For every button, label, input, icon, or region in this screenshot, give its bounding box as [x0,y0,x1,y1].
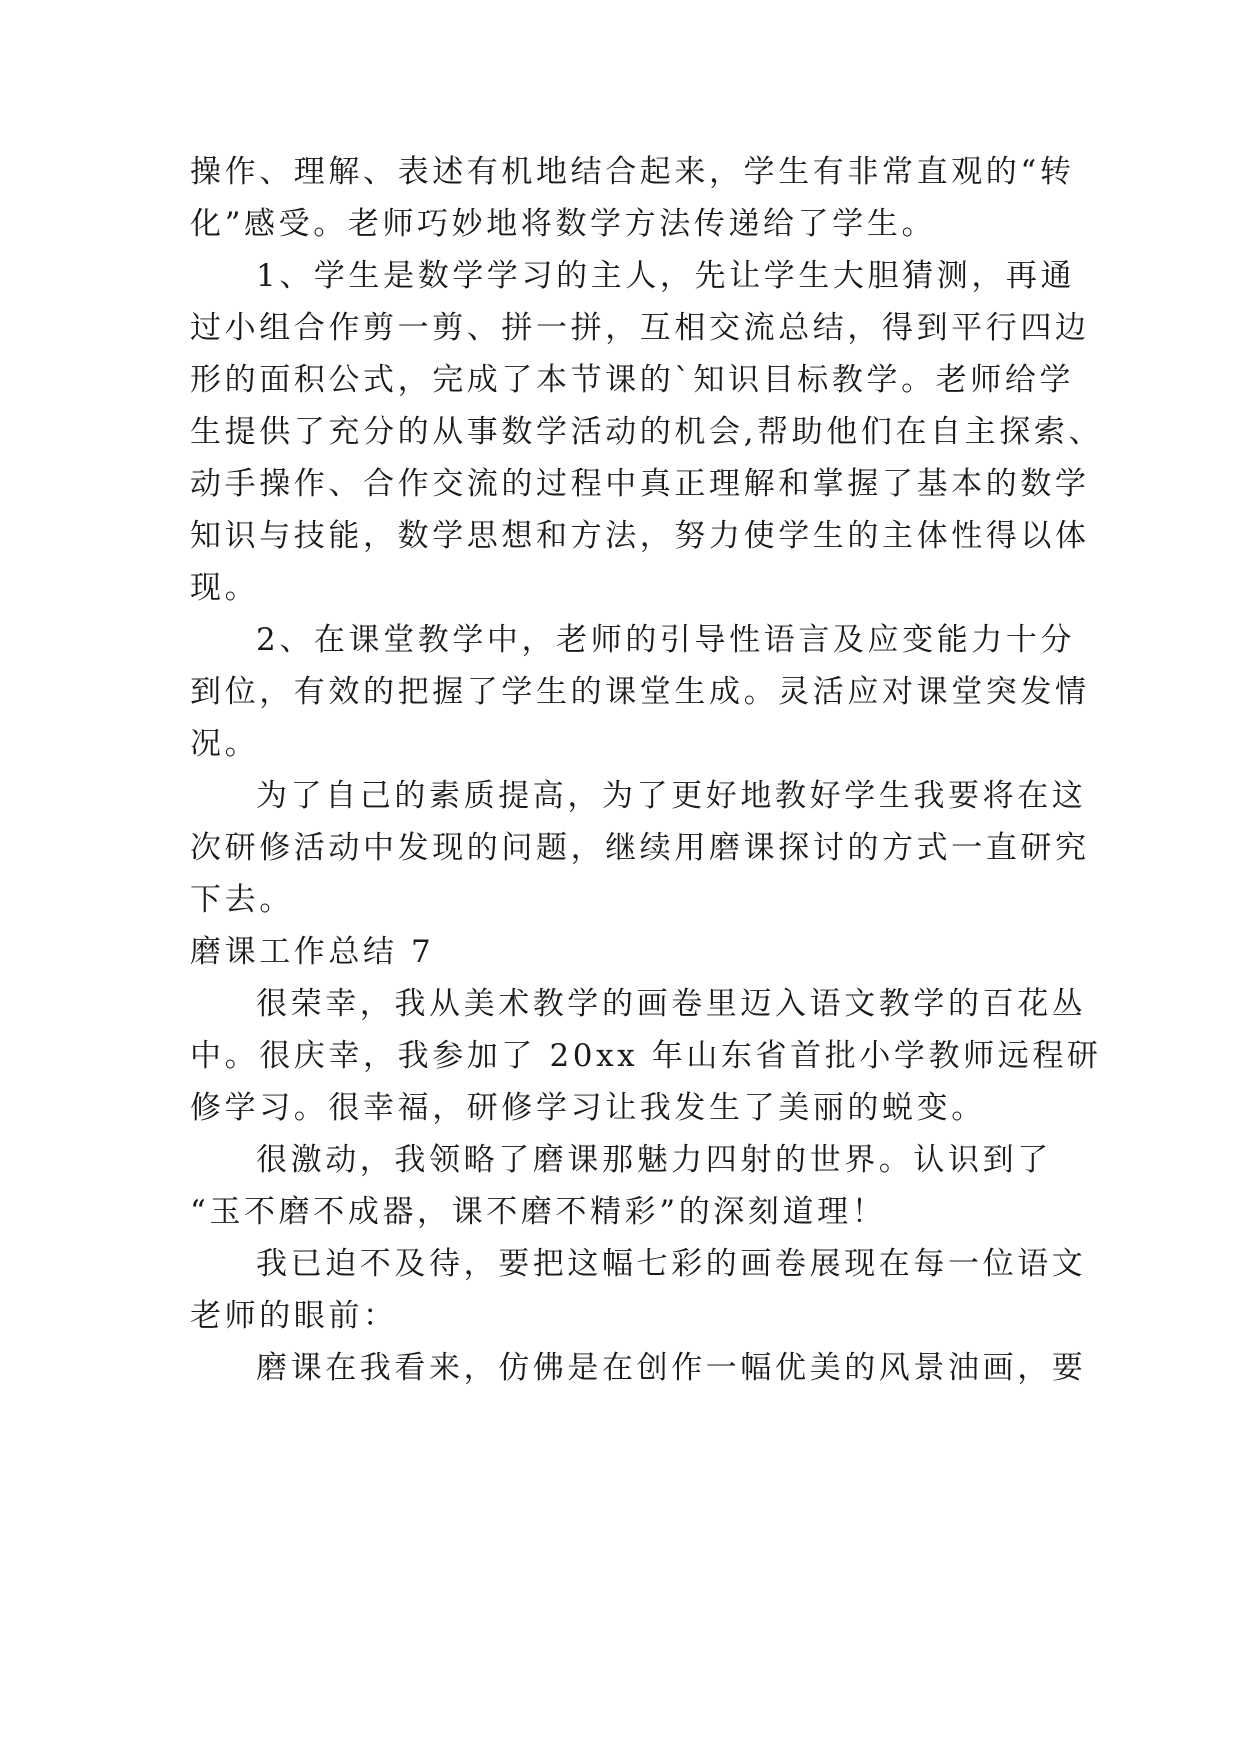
paragraph-start-line: 为了自己的素质提高，为了更好地教好学生我要将在这 [256,778,1087,814]
text-line: 次研修活动中发现的问题，继续用磨课探讨的方式一直研究 [190,830,1090,866]
text-line: 况。 [190,726,260,762]
paragraph-start-line: 很荣幸，我从美术教学的画卷里迈入语文教学的百花丛 [256,986,1087,1022]
text-line: “玉不磨不成器，课不磨不精彩”的深刻道理！ [190,1194,887,1230]
paragraph-start-line: 1、学生是数学学习的主人，先让学生大胆猜测，再通 [256,258,1076,294]
text-line: 中。很庆幸，我参加了 20xx 年山东省首批小学教师远程研 [190,1038,1102,1074]
text-line: 下去。 [190,882,294,918]
paragraph-start-line: 很激动，我领略了磨课那魅力四射的世界。认识到了 [256,1142,1052,1178]
text-line: 化”感受。老师巧妙地将数学方法传递给了学生。 [190,206,937,242]
text-line: 生提供了充分的从事数学活动的机会,帮助他们在自主探索、 [190,414,1104,450]
text-line: 老师的眼前： [190,1298,398,1334]
paragraph-start-line: 2、在课堂教学中，老师的引导性语言及应变能力十分 [256,622,1076,658]
section-heading: 磨课工作总结 7 [190,934,435,970]
text-line: 动手操作、合作交流的过程中真正理解和掌握了基本的数学 [190,466,1090,502]
paragraph-start-line: 我已迫不及待，要把这幅七彩的画卷展现在每一位语文 [256,1246,1087,1282]
text-line: 到位，有效的把握了学生的课堂生成。灵活应对课堂突发情 [190,674,1090,710]
text-line: 现。 [190,570,260,606]
text-line: 知识与技能，数学思想和方法，努力使学生的主体性得以体 [190,518,1090,554]
paragraph-start-line: 磨课在我看来，仿佛是在创作一幅优美的风景油画，要 [256,1350,1087,1386]
text-line: 操作、理解、表述有机地结合起来，学生有非常直观的“转 [190,154,1075,190]
text-line: 过小组合作剪一剪、拼一拼，互相交流总结，得到平行四边 [190,310,1090,346]
text-line: 修学习。很幸福，研修学习让我发生了美丽的蜕变。 [190,1090,986,1126]
text-line: 形的面积公式，完成了本节课的`知识目标教学。老师给学 [190,362,1075,398]
